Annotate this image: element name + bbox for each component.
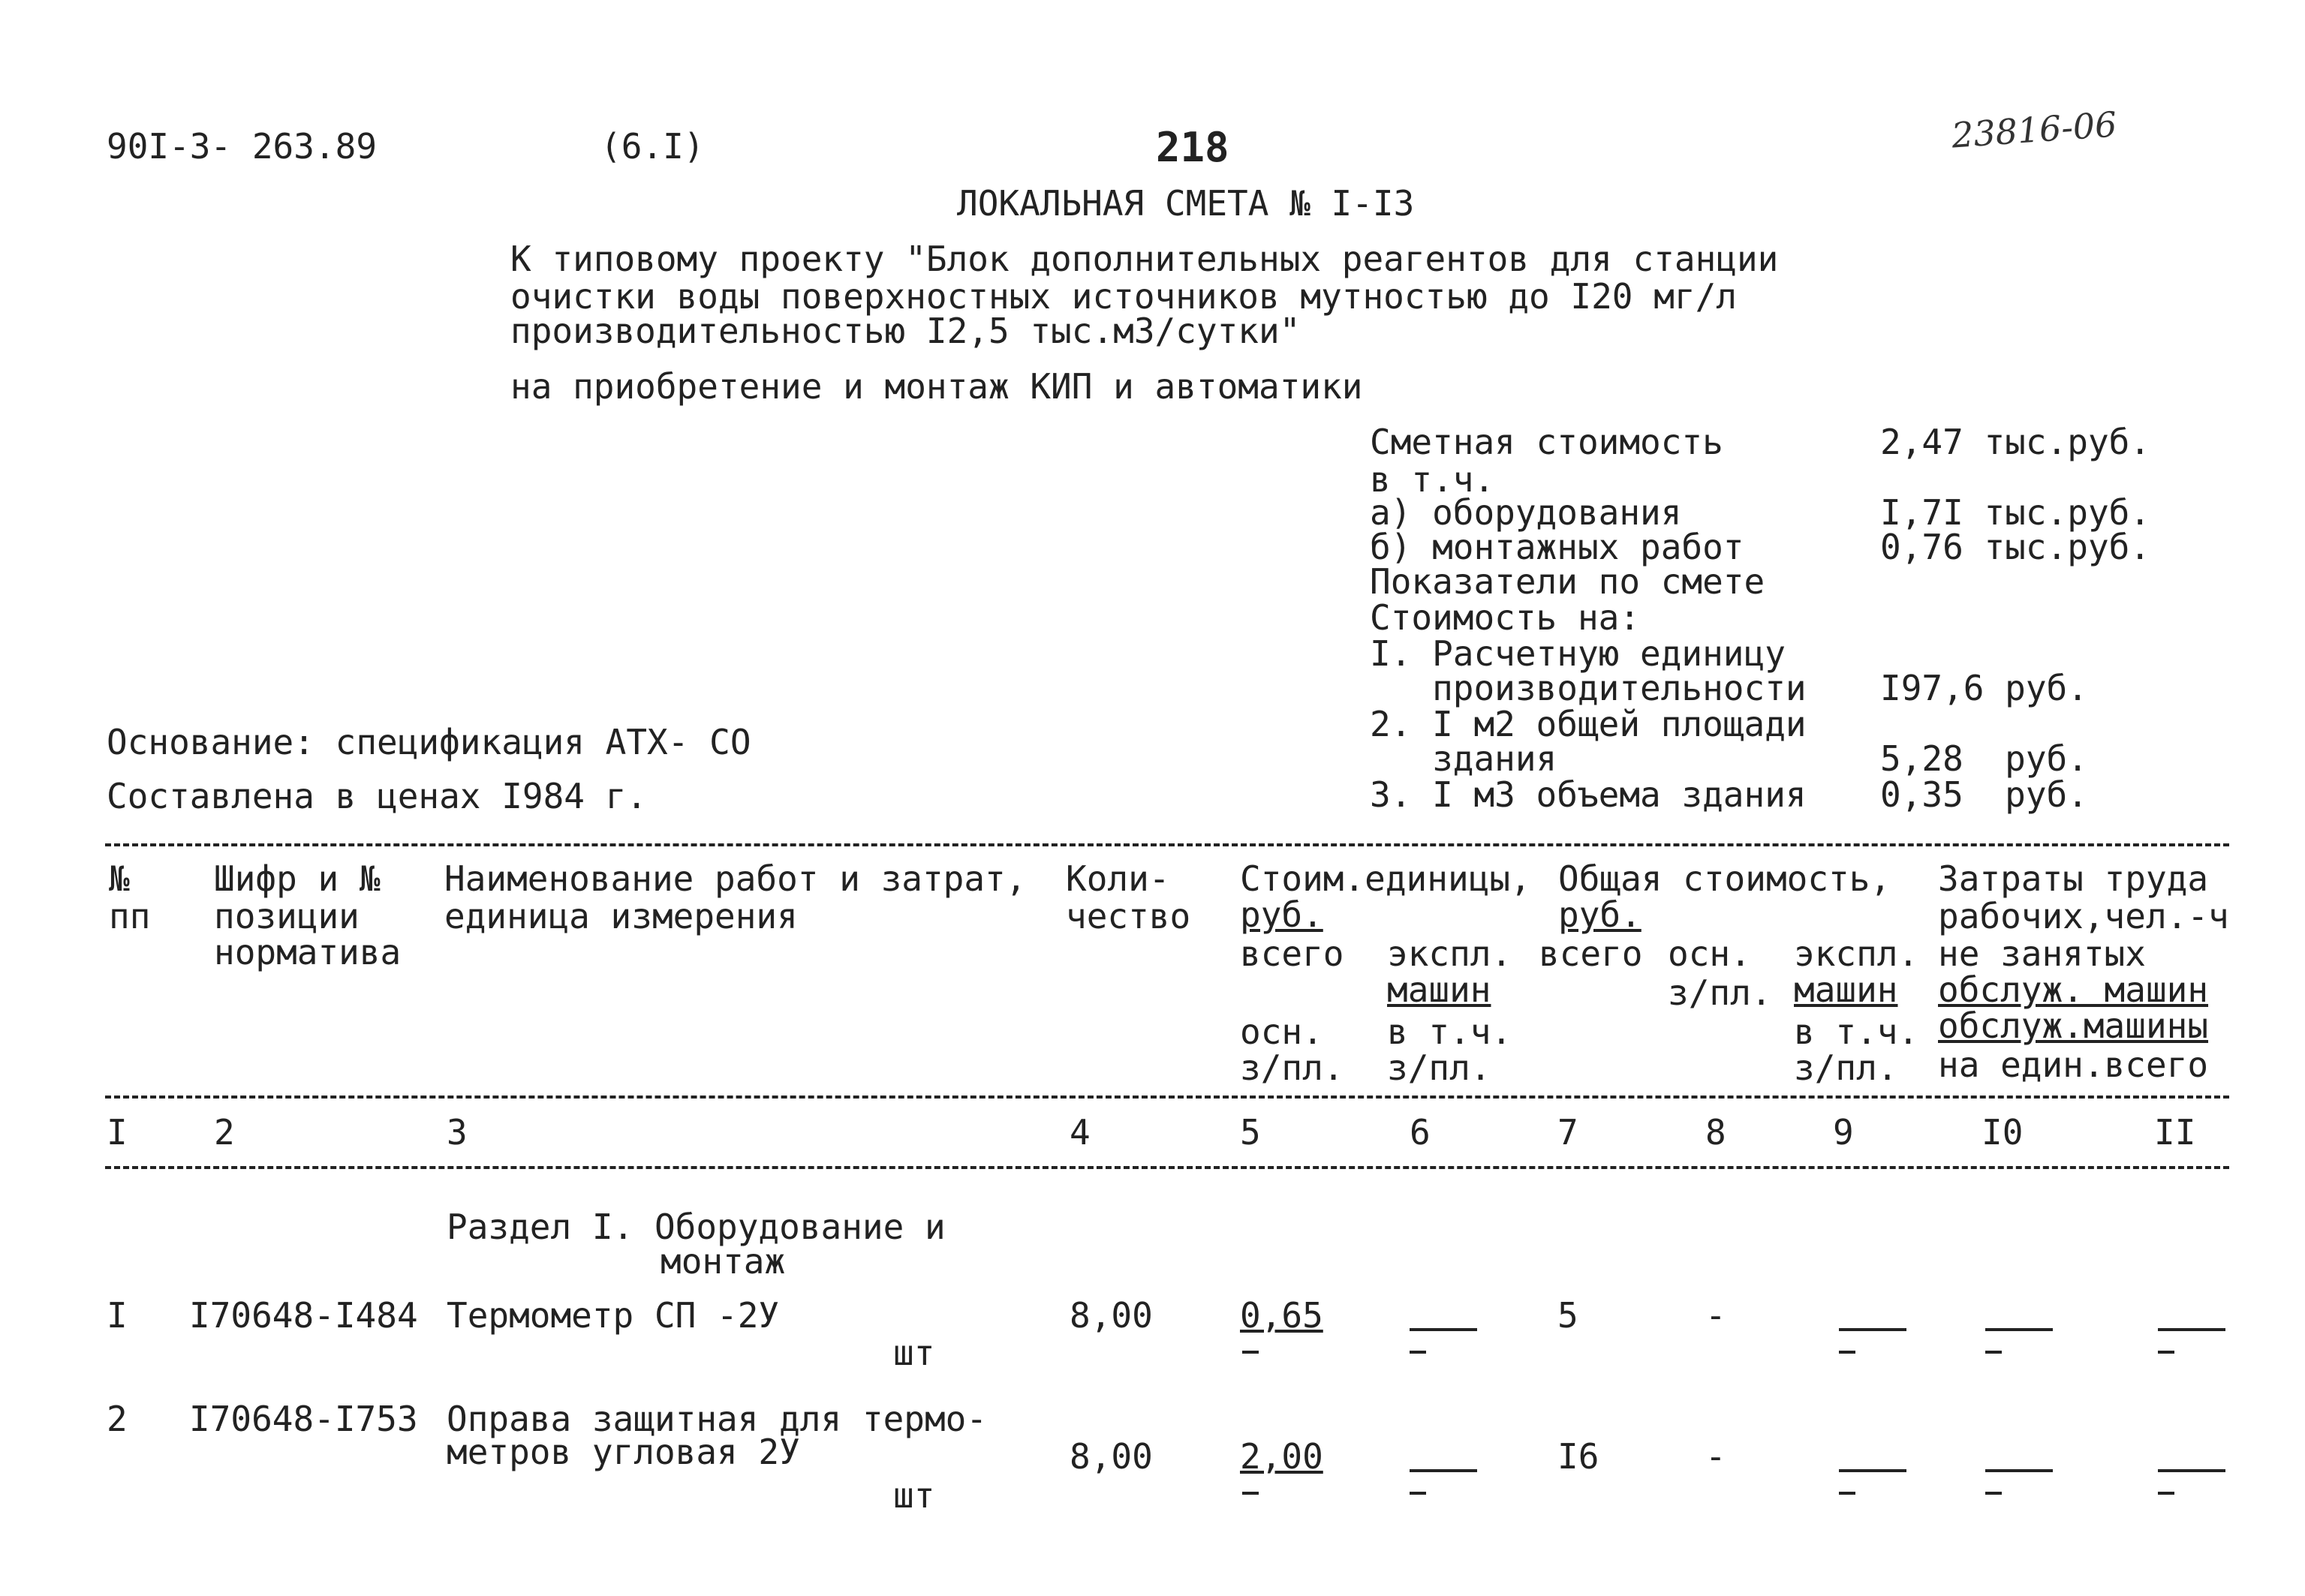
col5-header-total: всего (1240, 933, 1344, 974)
column-number-2: 2 (214, 1112, 235, 1153)
description-line-1: К типовому проекту "Блок дополнительных реагентов для станции (510, 239, 1779, 279)
col4-header-1: Коли- (1066, 858, 1170, 899)
indicator-2-label-b: здания (1370, 738, 1557, 779)
installation-value: 0,76 тыс.руб. (1880, 527, 2151, 567)
column-numbers-rule (105, 1166, 2229, 1169)
including-label: в т.ч. (1370, 459, 1495, 500)
col7-9-header: Общая стоимость, (1558, 858, 1891, 899)
col7-9-unit: руб. (1558, 894, 1641, 935)
row-base-wage: - (1705, 1295, 1726, 1336)
estimate-purpose: на приобретение и монтаж КИП и автоматики (510, 366, 1363, 407)
indicator-3-label: 3. I м3 объема здания (1370, 774, 1807, 815)
col5-header-wage: з/пл. (1240, 1047, 1344, 1088)
row-labor-unit-dash (1985, 1328, 2053, 1331)
row-labor-total-wage-dash (2158, 1492, 2174, 1495)
col4-header-2: чество (1066, 896, 1191, 936)
col10-11-header-5: обслуж.машины (1938, 1005, 2209, 1046)
equipment-value: I,7I тыс.руб. (1880, 492, 2151, 533)
col2-header-2: позиции (214, 896, 360, 936)
section-title-2: монтаж (661, 1241, 786, 1282)
row-unit-cost-base-dash (1242, 1492, 1259, 1495)
row-name: Термометр СП -2У (447, 1295, 780, 1336)
row-name-line-2: метров угловая 2У (447, 1432, 800, 1472)
col3-header-1: Наименование работ и затрат, (444, 858, 1027, 899)
row-labor-unit-wage-dash (1985, 1492, 2002, 1495)
row-labor-total-dash (2158, 1328, 2225, 1331)
col2-header-3: норматива (214, 932, 402, 972)
estimated-cost-label: Сметная стоимость (1370, 422, 1723, 462)
column-number-1: I (107, 1112, 128, 1153)
indicator-2-value: 5,28 руб. (1880, 738, 2088, 779)
col10-11-header-2: рабочих,чел.-ч (1938, 896, 2229, 936)
column-number-7: 7 (1557, 1112, 1578, 1153)
row-labor-total-dash (2158, 1469, 2225, 1472)
column-number-6: 6 (1410, 1112, 1431, 1153)
col9-header-4: з/пл. (1794, 1047, 1898, 1088)
col9-header-2: машин (1794, 969, 1898, 1010)
col6-header-4: з/пл. (1387, 1047, 1491, 1088)
row-labor-unit-dash (1985, 1469, 2053, 1472)
column-number-4: 4 (1070, 1112, 1091, 1153)
row-quantity: 8,00 (1070, 1295, 1153, 1336)
col5-header-base: осн. (1240, 1011, 1323, 1052)
col1-header-1: № (109, 858, 130, 899)
row-labor-unit-wage-dash (1985, 1351, 2002, 1354)
col8-header-2: з/пл. (1668, 972, 1772, 1013)
header-top-rule (105, 843, 2229, 846)
header-bottom-rule (105, 1096, 2229, 1099)
row-unit-cost: 0,65 (1240, 1295, 1323, 1336)
col3-header-2: единица измерения (444, 896, 798, 936)
row-machine-wage-dash (1410, 1492, 1426, 1495)
row-number: 2 (107, 1399, 128, 1439)
description-line-3: производительностью I2,5 тыс.м3/сутки" (510, 311, 1301, 351)
row-machine-total-dash (1839, 1469, 1906, 1472)
col6-header-1: экспл. (1387, 933, 1512, 974)
col9-header-3: в т.ч. (1794, 1011, 1919, 1052)
inventory-stamp: 23816-06 (1950, 104, 2119, 156)
equipment-label: а) оборудования (1370, 492, 1682, 533)
row-unit-cost-base-dash (1242, 1351, 1259, 1354)
description-line-2: очистки воды поверхностных источников мутностью до I20 мг/л (510, 276, 1737, 317)
col9-header-1: экспл. (1794, 933, 1919, 974)
col10-11-header-4: обслуж. машин (1938, 969, 2209, 1010)
column-number-8: 8 (1705, 1112, 1726, 1153)
volume-number: (6.I) (600, 126, 705, 167)
row-quantity: 8,00 (1070, 1436, 1153, 1477)
row-machine-total-dash (1839, 1328, 1906, 1331)
row-total: I6 (1557, 1436, 1599, 1477)
col7-header: всего (1539, 933, 1643, 974)
prices-line: Составлена в ценах I984 г. (107, 776, 648, 816)
row-code: I70648-I484 (189, 1295, 418, 1336)
row-number: I (107, 1295, 128, 1336)
col5-6-header: Стоим.единицы, (1240, 858, 1531, 899)
col2-header-1: Шифр и № (214, 858, 381, 899)
row-name-line-1: Оправа защитная для термо- (447, 1399, 988, 1439)
indicator-3-value: 0,35 руб. (1880, 774, 2088, 815)
row-machine-wage-dash (1410, 1351, 1426, 1354)
indicator-1-label-a: I. Расчетную единицу (1370, 633, 1786, 674)
col1-header-2: пп (109, 896, 151, 936)
col10-11-header-3: не занятых (1938, 933, 2146, 974)
row-machine-cost-dash (1410, 1469, 1477, 1472)
document-code: 90I-3- 263.89 (107, 126, 378, 167)
indicator-2-label-a: 2. I м2 общей площади (1370, 704, 1807, 744)
column-number-11: II (2154, 1112, 2196, 1153)
cost-per-label: Стоимость на: (1370, 597, 1641, 638)
row-code: I70648-I753 (189, 1399, 418, 1439)
row-machine-total-wage-dash (1839, 1492, 1855, 1495)
row-unit: шт (893, 1333, 935, 1373)
estimated-cost-value: 2,47 тыс.руб. (1880, 422, 2151, 462)
installation-label: б) монтажных работ (1370, 527, 1744, 567)
col10-11-header-6: на един.всего (1938, 1044, 2209, 1085)
col6-header-2: машин (1387, 969, 1491, 1010)
row-machine-cost-dash (1410, 1328, 1477, 1331)
column-number-9: 9 (1833, 1112, 1854, 1153)
column-number-3: 3 (447, 1112, 468, 1153)
section-title-1: Раздел I. Оборудование и (447, 1207, 946, 1247)
col8-header-1: осн. (1668, 933, 1751, 974)
basis-line: Основание: спецификация АТХ- СО (107, 722, 751, 762)
indicator-1-value: I97,6 руб. (1880, 668, 2088, 708)
row-unit-cost: 2,00 (1240, 1436, 1323, 1477)
page-number: 218 (1156, 124, 1229, 171)
row-base-wage: - (1705, 1436, 1726, 1477)
column-number-10: I0 (1982, 1112, 2024, 1153)
col5-6-unit: руб. (1240, 894, 1323, 935)
col10-11-header-1: Затраты труда (1938, 858, 2209, 899)
indicators-label: Показатели по смете (1370, 561, 1765, 602)
col6-header-3: в т.ч. (1387, 1011, 1512, 1052)
document-title: ЛОКАЛЬНАЯ СМЕТА № I-I3 (957, 183, 1415, 224)
row-unit: шт (893, 1475, 935, 1516)
row-total: 5 (1557, 1295, 1578, 1336)
indicator-1-label-b: производительности (1370, 668, 1807, 708)
column-number-5: 5 (1240, 1112, 1261, 1153)
row-machine-total-wage-dash (1839, 1351, 1855, 1354)
row-labor-total-wage-dash (2158, 1351, 2174, 1354)
